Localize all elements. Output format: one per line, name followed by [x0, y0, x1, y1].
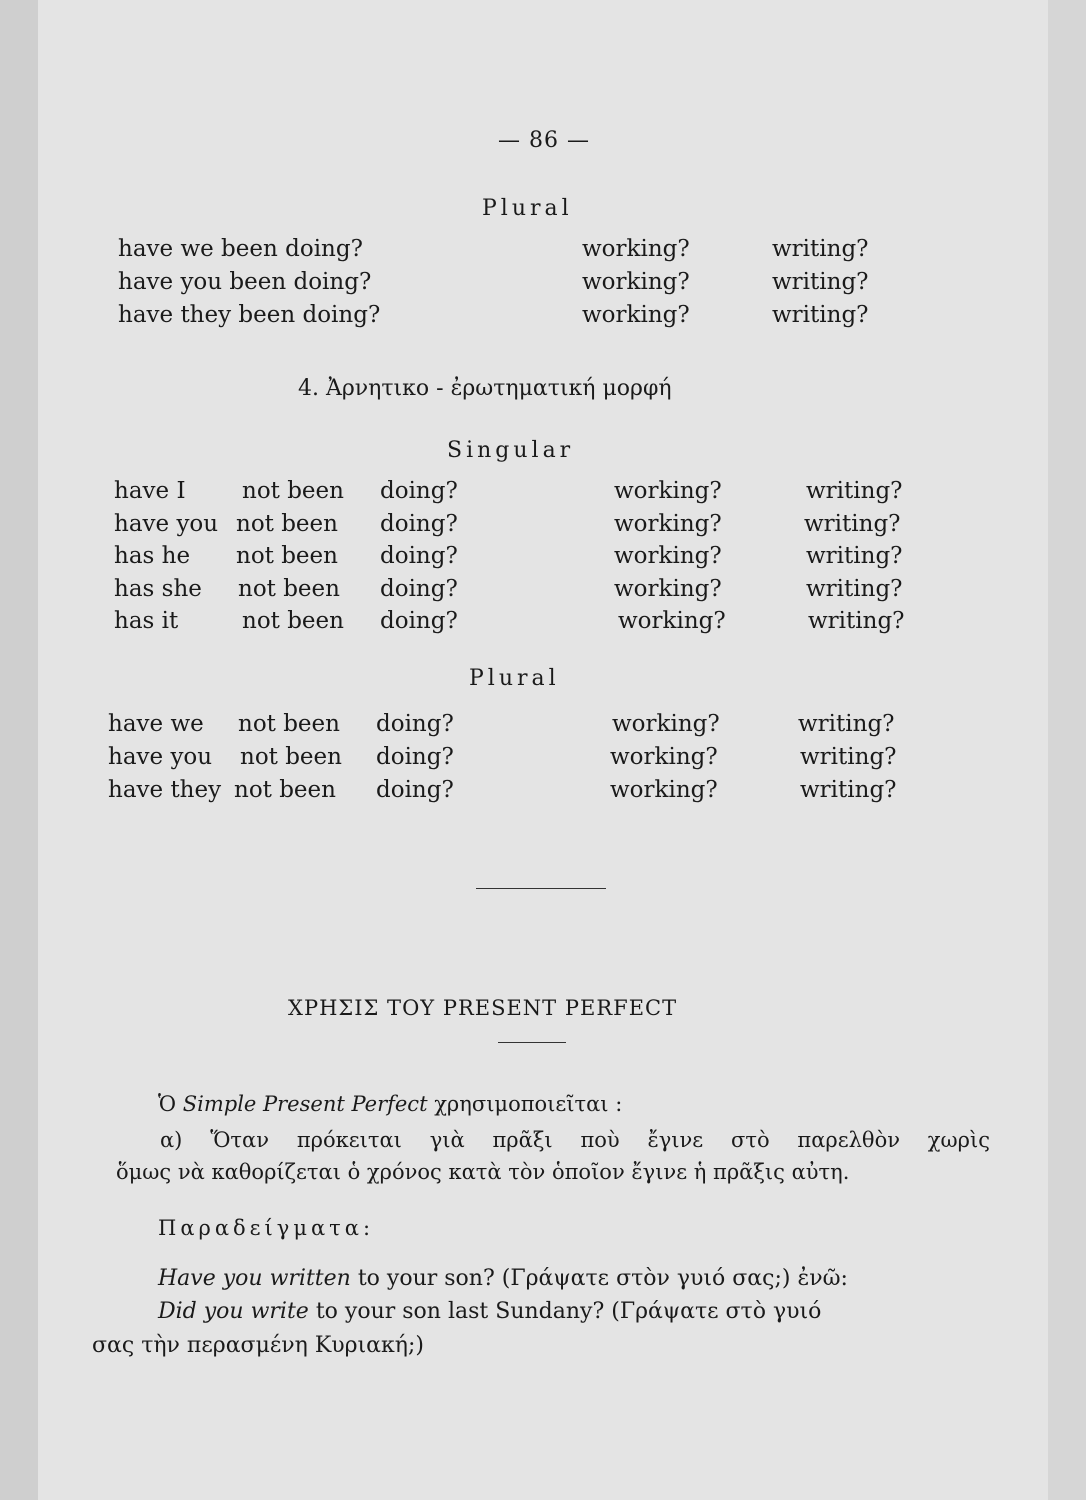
conjugation-aux: have you — [108, 744, 213, 770]
conjugation-aux: has he — [114, 543, 191, 569]
conjugation-writing: writing? — [808, 608, 905, 634]
conjugation-doing: doing? — [380, 543, 458, 569]
conjugation-writing: writing? — [800, 744, 897, 770]
conjugation-writing: writing? — [772, 236, 869, 262]
conjugation-doing: doing? — [376, 777, 454, 803]
conjugation-doing: doing? — [380, 511, 458, 537]
right-page-edge — [1048, 0, 1086, 1500]
example-2-rest: to your son last Sundany? (Γράψατε στὸ γυιό — [308, 1299, 822, 1324]
conjugation-working: working? — [582, 236, 690, 262]
conjugation-writing: writing? — [806, 478, 903, 504]
intro-term: Simple Present Perfect — [182, 1092, 428, 1116]
usage-title: ΧΡΗΣΙΣ ΤΟΥ PRESENT PERFECT — [288, 996, 678, 1020]
conjugation-aux: has she — [114, 576, 202, 602]
page-number: — 86 — — [498, 128, 590, 153]
examples-heading: Παραδείγματα: — [158, 1216, 375, 1240]
intro-rest: χρησιμοποιεῖται : — [434, 1092, 623, 1116]
table-row — [114, 478, 934, 510]
intro-article: Ὁ — [158, 1092, 177, 1116]
divider — [476, 888, 606, 889]
conjugation-doing: doing? — [380, 478, 458, 504]
example-2-english: Did you write — [158, 1299, 309, 1324]
table-row — [108, 711, 928, 743]
conjugation-neg: not been — [240, 744, 342, 770]
divider — [498, 1042, 566, 1043]
conjugation-doing: doing? — [376, 744, 454, 770]
conjugation-working: working? — [582, 269, 690, 295]
conjugation-writing: writing? — [798, 711, 895, 737]
conjugation-working: working? — [610, 777, 718, 803]
example-1 — [158, 1266, 848, 1291]
conjugation-aux: have I — [114, 478, 186, 504]
table-row — [108, 777, 928, 809]
conjugation-neg: not been — [236, 543, 338, 569]
conjugation-writing: writing? — [772, 302, 869, 328]
conjugation-aux: has it — [114, 608, 179, 634]
conjugation-working: working? — [614, 478, 722, 504]
conjugation-working: working? — [614, 511, 722, 537]
table-row — [114, 511, 934, 543]
conjugation-subject: have they been doing? — [118, 302, 381, 328]
conjugation-neg: not been — [236, 511, 338, 537]
example-2 — [158, 1299, 821, 1324]
conjugation-writing: writing? — [800, 777, 897, 803]
conjugation-neg: not been — [242, 478, 344, 504]
conjugation-writing: writing? — [806, 576, 903, 602]
conjugation-working: working? — [614, 543, 722, 569]
conjugation-aux: have you — [114, 511, 219, 537]
conjugation-neg: not been — [238, 576, 340, 602]
section-title: 4. Ἀρνητικο - ἐρωτηματική μορφή — [298, 376, 672, 401]
conjugation-writing: writing? — [772, 269, 869, 295]
table-row — [118, 269, 918, 301]
conjugation-working: working? — [614, 576, 722, 602]
plural-heading-1: Plural — [482, 196, 573, 221]
conjugation-working: working? — [582, 302, 690, 328]
conjugation-aux: have we — [108, 711, 204, 737]
point-a-line-2: ὅμως νὰ καθορίζεται ὁ χρόνος κατὰ τὸν ὁποῖον ἔγινε ἡ πρᾶξις αὐτη. — [116, 1160, 850, 1184]
conjugation-working: working? — [612, 711, 720, 737]
conjugation-working: working? — [610, 744, 718, 770]
example-2-continued: σας τὴν περασμένη Κυριακή;) — [92, 1333, 424, 1358]
conjugation-writing: writing? — [804, 511, 901, 537]
conjugation-neg: not been — [242, 608, 344, 634]
conjugation-doing: doing? — [380, 608, 458, 634]
table-row — [114, 576, 934, 608]
singular-heading: Singular — [447, 438, 575, 463]
left-page-edge — [0, 0, 38, 1500]
conjugation-neg: not been — [238, 711, 340, 737]
conjugation-subject: have we been doing? — [118, 236, 363, 262]
example-1-rest: to your son? (Γράψατε στὸν γυιό σας;) ἐνῶ: — [350, 1266, 848, 1291]
plural-heading-2: Plural — [469, 666, 560, 691]
conjugation-writing: writing? — [806, 543, 903, 569]
conjugation-working: working? — [618, 608, 726, 634]
table-row — [114, 608, 934, 640]
table-row — [118, 236, 918, 268]
table-row — [118, 302, 918, 334]
conjugation-aux: have they — [108, 777, 222, 803]
conjugation-subject: have you been doing? — [118, 269, 372, 295]
conjugation-doing: doing? — [376, 711, 454, 737]
example-1-english: Have you written — [158, 1266, 351, 1291]
conjugation-doing: doing? — [380, 576, 458, 602]
table-row — [108, 744, 928, 776]
usage-intro — [158, 1092, 622, 1116]
point-a-line-1: α) Ὅταν πρόκειται γιὰ πρᾶξι ποὺ ἔγινε στὸ παρελθὸν χωρὶς — [160, 1128, 990, 1152]
table-row — [114, 543, 934, 575]
conjugation-neg: not been — [234, 777, 336, 803]
